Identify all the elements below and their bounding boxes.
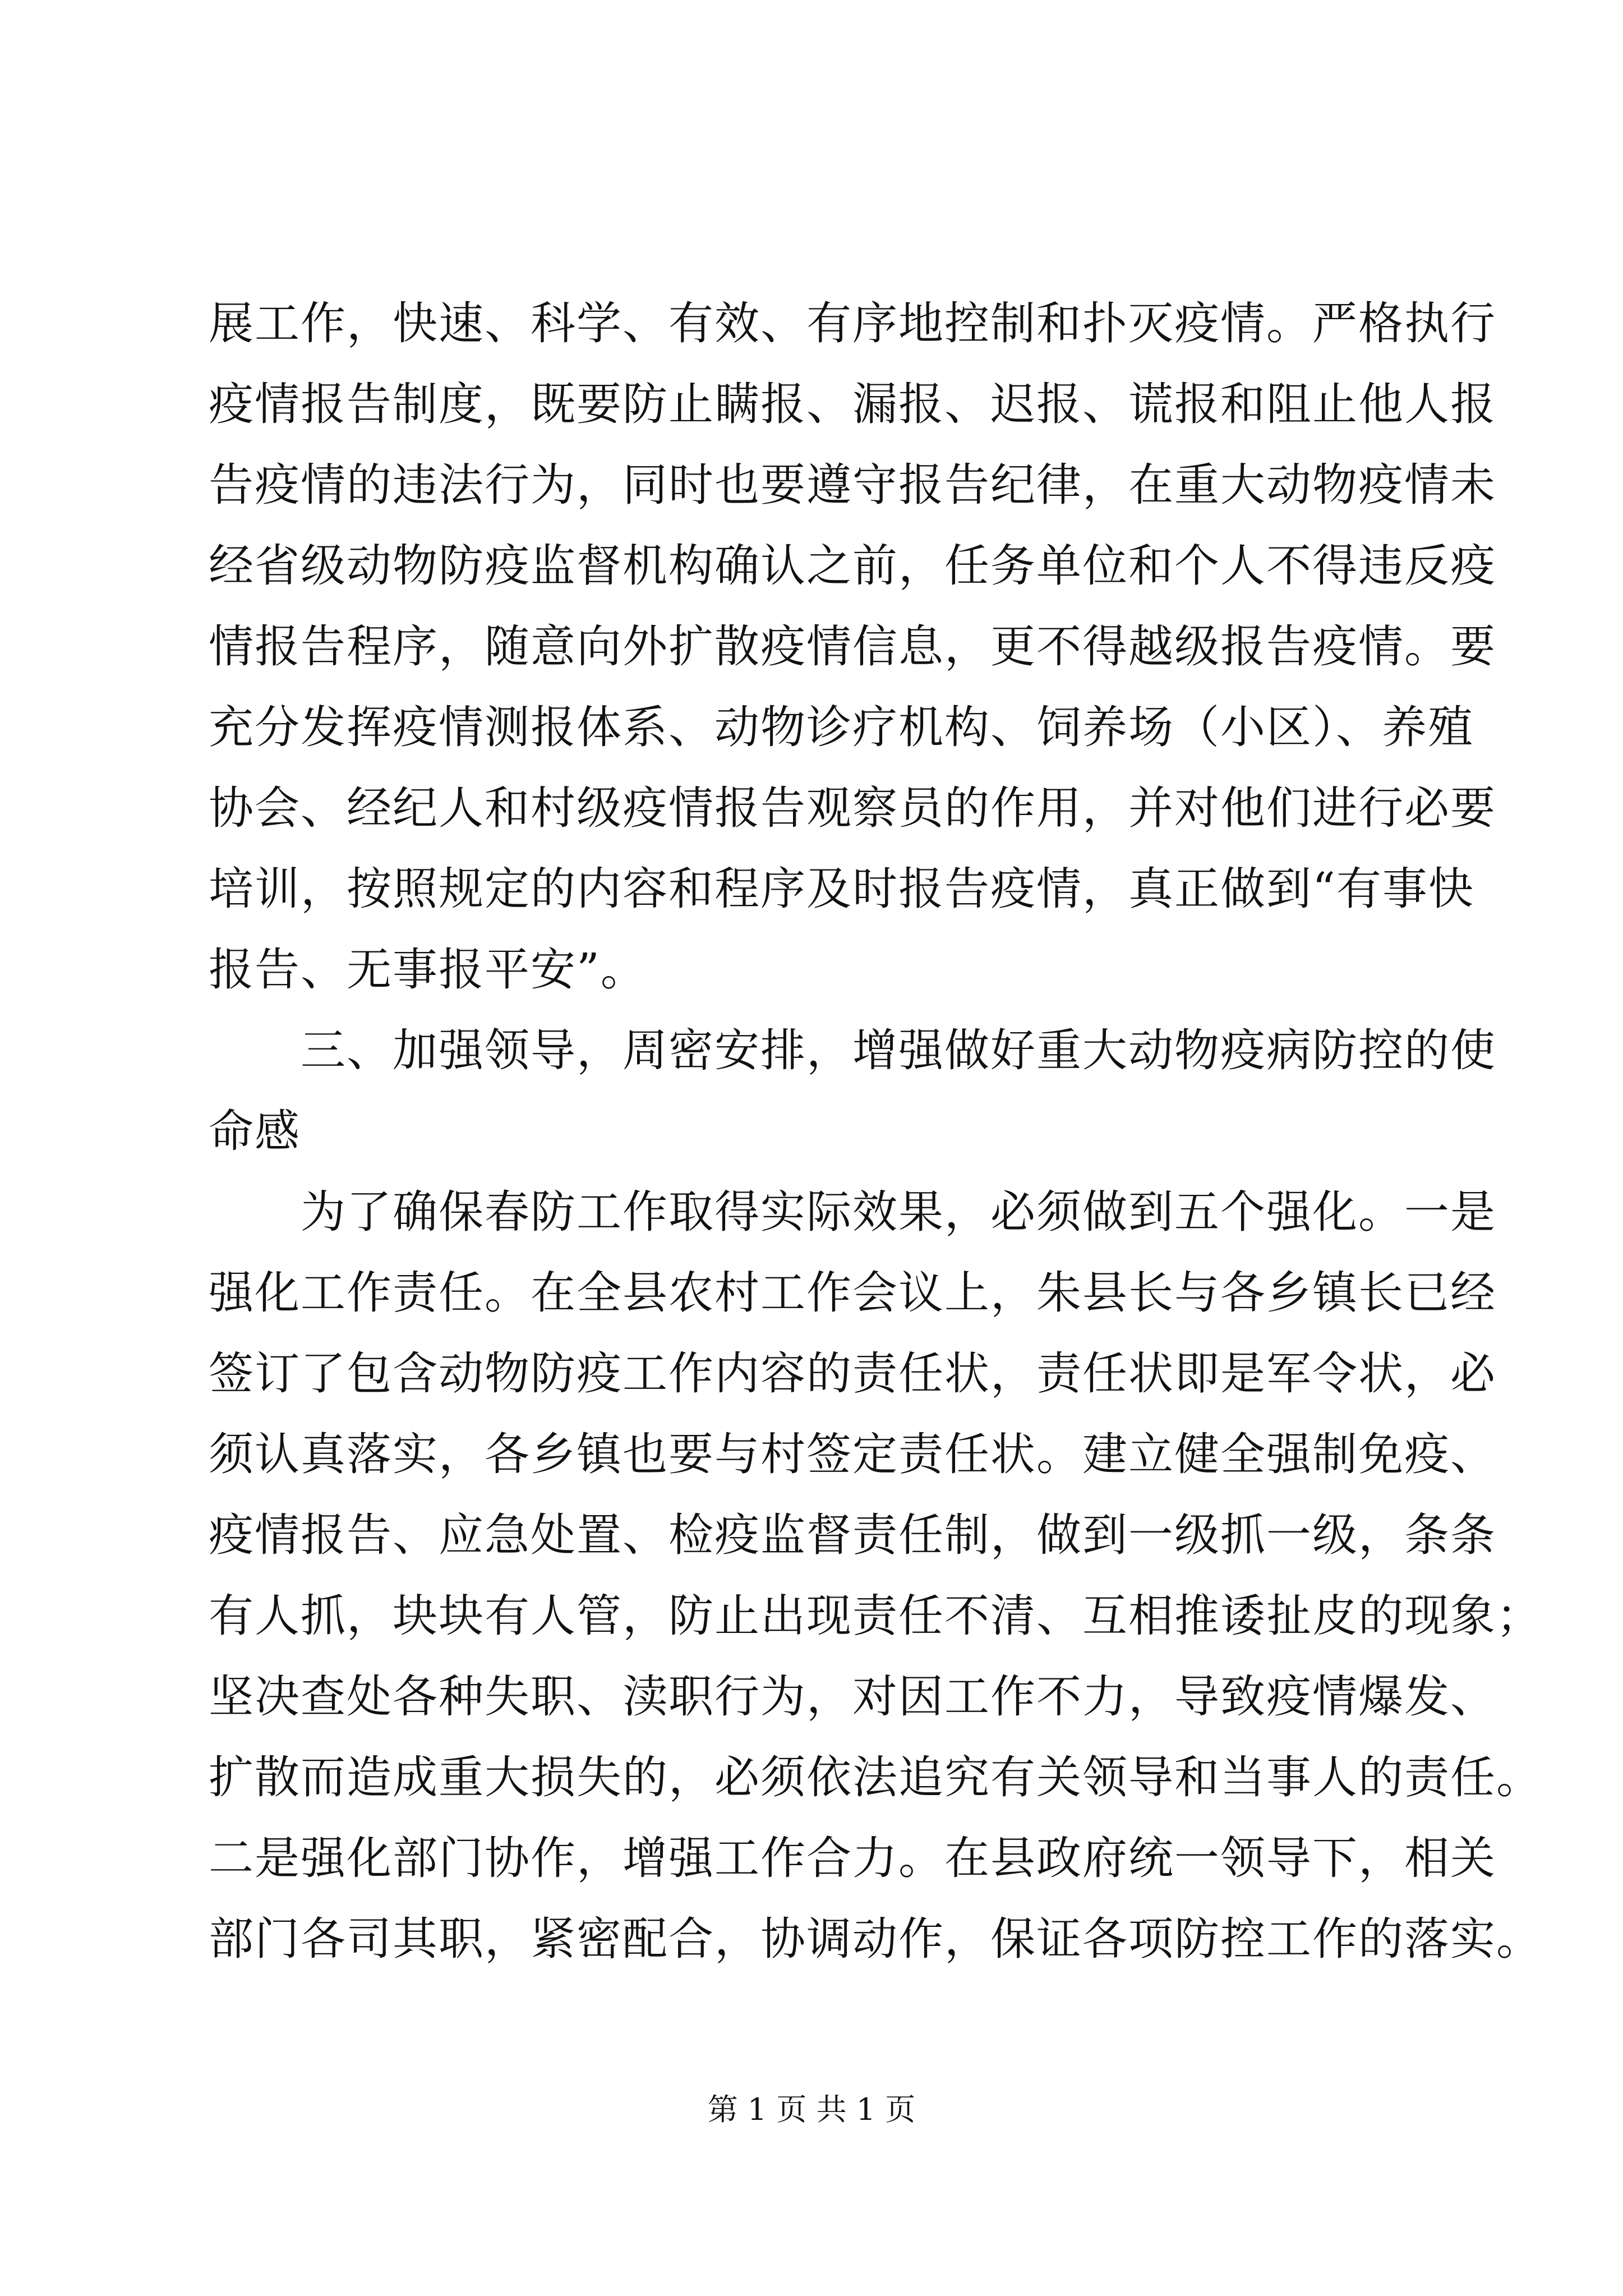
text-line: 展工作，快速、科学、有效、有序地控制和扑灭疫情。严格执行 bbox=[209, 297, 1496, 349]
section-heading-line: 三、加强领导，周密安排，增强做好重大动物疫病防控的使 bbox=[209, 1024, 1496, 1076]
text-line: 充分发挥疫情测报体系、动物诊疗机构、饲养场（小区）、养殖 bbox=[209, 701, 1474, 753]
text-line: 为了确保春防工作取得实际效果，必须做到五个强化。一是 bbox=[209, 1186, 1496, 1238]
text-line: 报告、无事报平安”。 bbox=[209, 944, 647, 996]
text-line: 协会、经纪人和村级疫情报告观察员的作用，并对他们进行必要 bbox=[209, 782, 1496, 834]
text-line: 有人抓，块块有人管，防止出现责任不清、互相推诿扯皮的现象； bbox=[209, 1590, 1542, 1642]
text-line: 二是强化部门协作，增强工作合力。在县政府统一领导下，相关 bbox=[209, 1832, 1496, 1884]
text-line: 经省级动物防疫监督机构确认之前，任务单位和个人不得违反疫 bbox=[209, 540, 1496, 592]
text-line: 情报告程序，随意向外扩散疫情信息，更不得越级报告疫情。要 bbox=[209, 620, 1496, 673]
text-line: 部门各司其职，紧密配合，协调动作，保证各项防控工作的落实。 bbox=[209, 1913, 1542, 1965]
text-line: 须认真落实，各乡镇也要与村签定责任状。建立健全强制免疫、 bbox=[209, 1428, 1496, 1480]
text-line: 疫情报告、应急处置、检疫监督责任制，做到一级抓一级，条条 bbox=[209, 1509, 1496, 1561]
text-line: 坚决查处各种失职、渎职行为，对因工作不力，导致疫情爆发、 bbox=[209, 1671, 1496, 1723]
text-line: 疫情报告制度，既要防止瞒报、漏报、迟报、谎报和阻止他人报 bbox=[209, 378, 1496, 430]
text-line: 强化工作责任。在全县农村工作会议上，朱县长与各乡镇长已经 bbox=[209, 1267, 1496, 1319]
section-heading-line: 命感 bbox=[209, 1105, 301, 1157]
text-line: 培训，按照规定的内容和程序及时报告疫情，真正做到“有事快 bbox=[209, 863, 1474, 915]
text-line: 签订了包含动物防疫工作内容的责任状，责任状即是军令状，必 bbox=[209, 1347, 1496, 1400]
text-line: 扩散而造成重大损失的，必须依法追究有关领导和当事人的责任。 bbox=[209, 1751, 1542, 1803]
document-body bbox=[209, 283, 1542, 1980]
text-line: 告疫情的违法行为，同时也要遵守报告纪律，在重大动物疫情未 bbox=[209, 459, 1496, 511]
page-number-footer: 第 1 页 共 1 页 bbox=[707, 2092, 916, 2127]
